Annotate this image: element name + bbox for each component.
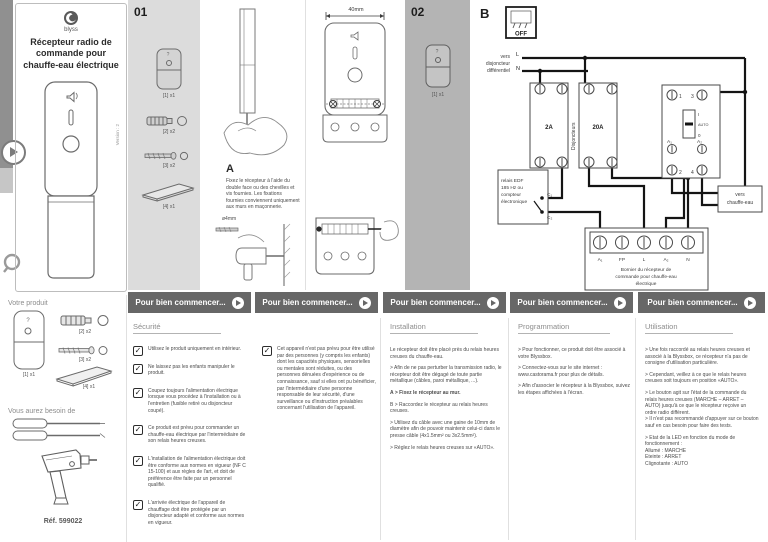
play-icon[interactable] [614,297,626,309]
screwdrivers-icon [12,418,112,442]
section-b-label: B [480,6,490,21]
svg-text:commande pour chauffe-eau: commande pour chauffe-eau [615,275,677,280]
securite-header: Sécurité [133,322,221,334]
drill-diameter-label: ø4mm [222,216,237,222]
column-divider [508,318,509,540]
step-02-number: 02 [411,5,425,19]
svg-text:1: 1 [679,94,682,100]
product-illustration [42,80,100,282]
safety-text: Utilisez le produit uniquement en intérieur. [148,346,242,352]
product-thumb [13,310,45,370]
dim-40mm: 40mm [348,7,364,13]
checkbox-icon: ✓ [134,425,142,435]
part-label: [1] x1 [431,92,445,98]
svg-text:chauffe-eau: chauffe-eau [726,200,754,206]
svg-text:I: I [698,112,700,117]
part-label: [3] x2 [162,163,176,169]
to-heater-box [718,186,762,212]
svg-text:vers: vers [500,54,510,60]
terminal-l-label: L [642,258,646,263]
safety-text: Coupez toujours l'alimentation électrique lorsque vous procédez à l'installation ou à l'entretien (fusible retiré ou disjoncteur coupé). [148,387,241,414]
utilisation-para: Eteinte : ARRET [645,454,682,461]
breakers-label: Disjoncteurs [571,122,577,150]
svg-text:4: 4 [691,170,694,176]
banner-getting-started[interactable] [510,292,633,313]
programmation-para: > Afin d'associer le récepteur à la Blyssbox, suivez les étapes affichées à l'écran. [518,383,630,396]
installation-header: Installation [390,322,478,334]
breaker-2a [530,83,568,168]
version-label: Version : 2 [115,124,120,146]
safety-item [133,500,247,531]
adhesive-pad-icon [141,182,195,202]
wiring-diagram [470,0,768,292]
svg-text:3: 3 [691,94,694,100]
part-label: [1] x1 [162,93,176,99]
utilisation-para: > Une fois raccordé au relais heures creuses et associé à la Blyssbox, ce récepteur n'a pas de consigne d'utilisation particulière. [645,347,750,367]
part-receiver-icon [425,44,451,88]
left-strip-tail [0,168,13,193]
banner-label: Pour bien commencer... [517,298,608,307]
reference-number: Réf. 599022 [43,518,83,525]
play-icon[interactable] [232,297,244,309]
safety-item [133,388,247,419]
utilisation-header: Utilisation [645,322,733,334]
securite-list-col1 [133,346,247,537]
contactor-box [662,85,720,178]
safety-item [133,425,247,450]
utilisation-para: Allumé : MARCHE [645,447,687,454]
svg-text:vers: vers [735,192,745,198]
live-label: L [516,52,520,58]
utilisation-para: Clignotante : AUTO [645,460,688,467]
svg-text:?: ? [435,49,439,55]
play-icon[interactable] [487,297,499,309]
breaker-off-icon [506,7,536,38]
safety-item [133,456,247,494]
svg-text:disjoncteur: disjoncteur [485,61,510,67]
securite-list-col2 [262,346,376,423]
svg-text:185 Hz ou: 185 Hz ou [501,186,523,191]
programmation-text [518,347,630,402]
part-label: [2] x2 [78,329,92,335]
safety-text: Ne laissez pas les enfants manipuler le produit. [148,363,235,377]
utilisation-para: > Cependant, veillez à ce que le relais heures creuses soit toujours en position «AUTO». [645,371,747,385]
part-label: [2] x2 [162,129,176,135]
banner-getting-started[interactable] [383,292,506,313]
terminal-a1-label: A₁ [597,258,603,263]
drill-icon [28,444,98,508]
safety-text: L'installation de l'alimentation électrique doit être conforme aux normes en vigueur (NF C 15-100) et aux règles de l'art, et doit de préférence être faite par un personnel qualifié. [148,455,246,489]
step-02-panel [405,0,470,290]
part-label: [1] x1 [22,372,36,378]
votre-produit-title: Votre produit [8,300,48,307]
blyss-logo-icon [63,10,79,26]
tools-title: Vous aurez besoin de [8,408,76,415]
checkbox-icon: ✓ [263,346,271,355]
part-receiver-icon [156,48,182,90]
svg-text:relais EDF: relais EDF [501,179,524,184]
figure-mounting-sideview [204,3,302,161]
svg-text:électrique: électrique [635,282,657,287]
svg-text:2: 2 [679,170,682,176]
safety-text: Cet appareil n'est pas prévu pour être utilisé par des personnes (y compris les enfants) dont les capacités physiques, sensorielles ou mentales sont réduites, ou des personnes dénuées d'expérience ou de connaissance, sauf si elles ont pu bénéficier, par l'intermédiaire d'une personne responsable de leur sécurité, d'une surveillance ou d'instruction préalables concernant l'utilisation de l'appareil. [277,346,376,412]
installation-para: A > Fixez le récepteur au mur. [390,389,461,396]
checkbox-icon: ✓ [134,346,142,355]
utilisation-para: > Le bouton agit sur l'état de la commande du relais heures creuses (MARCHE – ARRET – AUTO) jusqu'à ce que le récepteur reçoive un ordre radio différent. [645,389,747,416]
play-icon[interactable] [359,297,371,309]
source-label [486,54,511,74]
installation-text [390,347,502,456]
column-divider [635,318,636,540]
safety-item [133,364,247,382]
banner-getting-started[interactable] [128,292,251,313]
installation-para: > Réglez le relais heures creuses sur «AUTO». [390,444,495,451]
breaker-20a [579,83,617,168]
product-card [15,3,127,292]
figure-divider [305,0,306,290]
c2-label: C₂ [547,216,553,221]
step-01-panel [128,0,200,290]
svg-text:AUTO: AUTO [698,123,709,127]
banner-label: Pour bien commencer... [390,298,481,307]
section-a-text: Fixez le récepteur à l'aide du double face ou des chevilles et vis fournies. Les fixations fournies conviennent uniquement aux murs en maçonnerie. [226,178,300,211]
play-icon[interactable] [744,297,756,309]
screw-icon [144,150,192,162]
c1-label: C₁ [547,193,553,198]
svg-text:0: 0 [698,133,701,138]
section-a-label: A [226,163,234,175]
svg-text:différentiel: différentiel [487,68,510,74]
part-label: [4] x1 [162,204,176,210]
part-label: [4] x1 [82,384,96,390]
breaker-20a-label: 20A [592,125,604,131]
programmation-para: > Connectez-vous sur le site internet : www.castorama.fr pour plus de détails. [518,365,604,378]
terminal-a2-label: A₂ [663,258,669,263]
installation-para: > Utilisez du câble avec une gaine de 10mm de diamètre afin de pouvoir maintenir celui-ci dans le presse câble (4x1.5mm² ou 3x2.5mm²). [390,419,501,439]
banner-getting-started[interactable] [255,292,378,313]
checkbox-icon: ✓ [134,387,142,397]
installation-para: Le récepteur doit être placé près du relais heures creuses du chauffe-eau. [390,347,499,360]
svg-text:?: ? [166,52,170,58]
edf-relay-box [498,170,552,224]
column-divider [380,318,381,540]
banner-getting-started[interactable] [638,292,765,313]
terminal-n-label: N [686,258,690,263]
banner-label: Pour bien commencer... [262,298,353,307]
screw-icon [58,344,112,357]
safety-item [133,346,247,358]
safety-text: L'arrivée électrique de l'appareil de chauffage doit être protégée par un disjoncteur adapté et conforme aux normes en vigueur. [148,499,245,526]
installation-para: B > Raccordez le récepteur au relais heures creuses. [390,401,488,415]
part-label: [3] x2 [78,357,92,363]
figure-drilling [214,222,302,288]
svg-text:A₂: A₂ [697,140,703,145]
checkbox-icon: ✓ [134,455,142,465]
svg-text:?: ? [26,318,30,324]
installation-para: > Afin de ne pas perturber la transmission radio, le récepteur doit être dégagé de toute partie métallique (câbles, paroi métallique, ...). [390,365,502,385]
brand-name: blyss [64,27,78,33]
step-01-number: 01 [134,5,148,19]
column-divider [126,295,127,542]
utilisation-para: > Il n'est pas recommandé d'appuyer sur ce bouton sauf en cas besoin pour faire des tests. [645,416,759,429]
safety-text: Ce produit est prévu pour commander un chauffe-eau électrique par l'intermédiaire de son relais heures creuses. [148,425,246,445]
breaker-2a-label: 2A [545,125,553,131]
svg-text:A₁: A₁ [667,140,672,145]
banner-label: Pour bien commencer... [135,298,226,307]
receiver-terminal-block [585,228,708,290]
safety-item [262,346,376,417]
svg-text:électronique: électronique [501,200,528,205]
neutral-label: N [516,66,520,72]
checkbox-icon: ✓ [134,363,142,373]
figure-mounting-dimensions [313,3,399,155]
figure-wiring-receiver [308,216,402,288]
utilisation-para: > Etat de la LED en fonction du mode de fonctionnement : [645,434,736,448]
off-label: OFF [515,31,527,38]
banner-label: Pour bien commencer... [647,298,738,307]
programmation-para: > Pour fonctionner, ce produit doit être associé à votre Blyssbox. [518,347,626,360]
wall-plug-icon [60,312,112,328]
utilisation-text [645,347,759,473]
terminal-fp-label: FP [618,258,626,263]
svg-text:compteur: compteur [501,193,521,198]
programmation-header: Programmation [518,322,610,334]
wall-plug-icon [146,114,190,128]
checkbox-icon: ✓ [134,499,142,509]
svg-text:Bornier du récepteur de: Bornier du récepteur de [620,268,672,273]
product-title: Récepteur radio de commande pour chauffe-eau électrique [23,37,119,70]
